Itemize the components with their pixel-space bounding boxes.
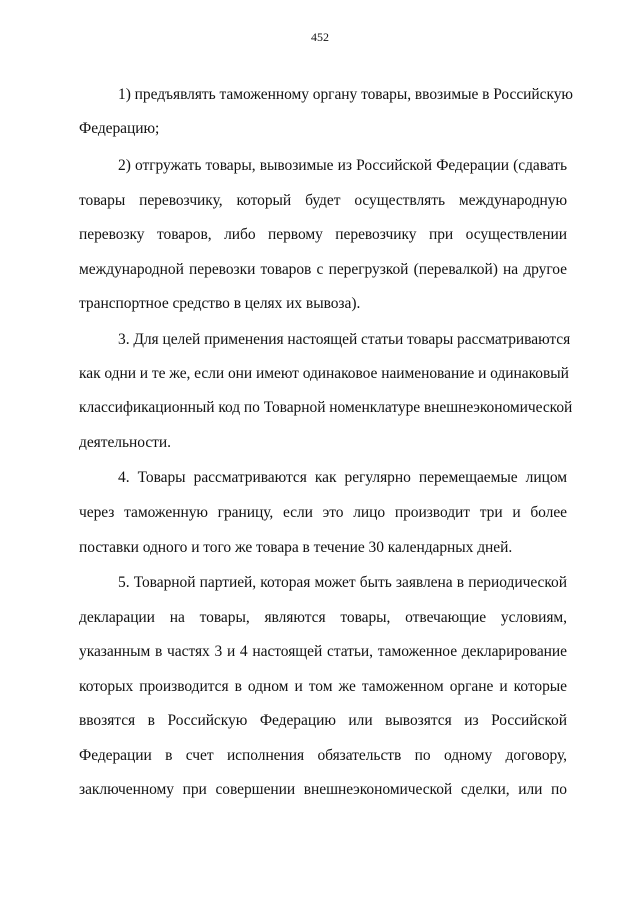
text-line: 4. Товары рассматриваются как регулярно перемещаемые лицом <box>118 469 567 486</box>
text-line: которых производится в одном и том же таможенном органе и которые <box>79 678 567 695</box>
text-line: ввозятся в Российскую Федерацию или вывозятся из Российской <box>79 712 567 729</box>
text-line: деятельности. <box>79 434 171 451</box>
text-line: декларации на товары, являются товары, отвечающие условиям, <box>79 609 567 626</box>
text-line: 2) отгружать товары, вывозимые из Российской Федерации (сдавать <box>118 157 567 174</box>
text-line: Федерацию; <box>79 120 160 137</box>
text-line: транспортное средство в целях их вывоза). <box>79 295 361 312</box>
text-line: заключенному при совершении внешнеэкономической сделки, или по <box>79 781 567 798</box>
page-number: 452 <box>311 30 329 44</box>
text-line: товары перевозчику, который будет осуществлять международную <box>79 192 567 209</box>
text-line: перевозку товаров, либо первому перевозчику при осуществлении <box>79 226 567 243</box>
text-line: Федерации в счет исполнения обязательств по одному договору, <box>79 747 567 764</box>
text-line: международной перевозки товаров с перегрузкой (перевалкой) на другое <box>79 261 567 278</box>
text-line: указанным в частях 3 и 4 настоящей статьи, таможенное декларирование <box>79 643 567 660</box>
text-line: классификационный код по Товарной номенклатуре внешнеэкономической <box>79 399 573 416</box>
text-line: 1) предъявлять таможенному органу товары, ввозимые в Российскую <box>118 86 573 103</box>
text-line: 3. Для целей применения настоящей статьи товары рассматриваются <box>118 331 571 348</box>
text-line: поставки одного и того же товара в течение 30 календарных дней. <box>79 539 513 556</box>
text-line: через таможенную границу, если это лицо производит три и более <box>79 504 567 521</box>
text-line: как одни и те же, если они имеют одинаковое наименование и одинаковый <box>79 365 569 382</box>
text-line: 5. Товарной партией, которая может быть заявлена в периодической <box>118 574 567 591</box>
